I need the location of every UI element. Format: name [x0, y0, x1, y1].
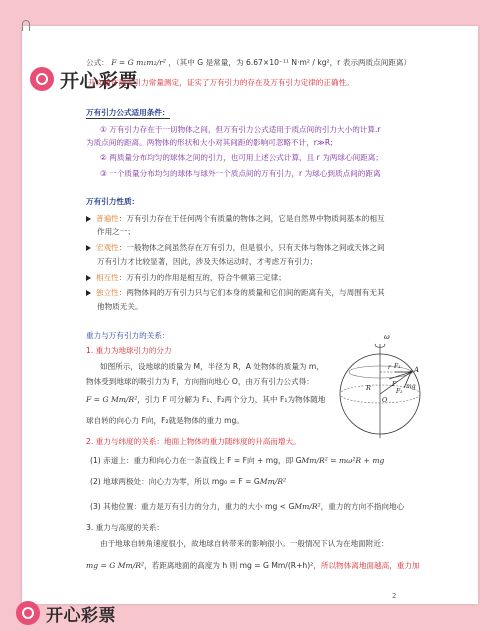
label-O: O — [382, 396, 388, 404]
height-formula-2: ，若距离地面的高度为 h 则 mg = G Mm/(R+h)² — [144, 561, 314, 570]
label-r: r — [388, 364, 391, 371]
latitude-line-2 — [90, 476, 286, 487]
property-cont: 万有引力才比较显著，因此，涉及天体运动时，才考虑万有引力； — [97, 257, 318, 266]
point-A — [410, 371, 413, 374]
brand-logo-bottom — [16, 598, 116, 628]
relation-title: 重力与万有引力的关系： — [86, 331, 170, 340]
gravity-formula: F = G Mm/R² — [86, 395, 138, 404]
binder-ring — [22, 20, 30, 31]
label-F1: F₁ — [394, 363, 401, 370]
conditions-title: 万有引力公式适用条件： — [86, 108, 170, 117]
property-key: 宏观性 — [96, 243, 119, 252]
height-line-1: 由于地球自转角速度很小，故地球自转带来的影响很小。一般情况下认为在地面附近： — [100, 539, 389, 548]
arrow-bullet-icon — [86, 245, 91, 251]
formula-tail: 开文迪许测定引力常量测定，证实了万有引力的存在及万有引力定律的正确性。 — [88, 78, 354, 87]
property-item — [86, 272, 286, 283]
latitude-line-1-text: (1) 赤道上：重力和向心力在一条直线上 F = F向 + mg，即 G — [90, 456, 302, 465]
relation-p4: 球自转的向心力 F向，F₂就是物体的重力 mg。 — [86, 416, 244, 425]
property-cont: 作用之一； — [97, 227, 135, 236]
property-key: 独立性 — [96, 288, 119, 297]
arrow-bullet-icon — [86, 275, 91, 281]
latitude-line-3-text: (3) 其他位置：重力是万有引力的分力，重力的大小 mg < G — [90, 502, 295, 511]
formula-prefix: 公式： — [86, 58, 109, 67]
height-tail: ，所以物体离地面越高，重力加 — [313, 561, 420, 570]
relation-p1: 如图所示，设地球的质量为 M，半径为 R，A 处物体的质量为 m， — [100, 362, 324, 371]
latitude-line-3-formula: Mm/R² — [294, 502, 321, 511]
label-A: A — [414, 366, 420, 374]
relation-p3-text: ，引力 F 可分解为 F₁、F₂两个分力，其中 F₁为物体随地 — [137, 395, 326, 404]
latitude-line-2-formula: Mm/R² — [259, 477, 287, 486]
label-F: F — [392, 381, 397, 388]
property-text: ：两物体间的万有引力只与它们本身的质量和它们间的距离有关，与周围有无其 — [118, 288, 385, 297]
property-item — [86, 242, 385, 253]
height-line-2 — [86, 560, 420, 571]
logo-mark-icon — [30, 67, 54, 91]
arrow-bullet-icon — [86, 216, 91, 222]
label-mg: mg — [406, 383, 416, 390]
latitude-line-2-text: (2) 地球两极处：向心力为零，所以 mg₀ = F = G — [90, 477, 260, 486]
brand-name: 开心彩票 — [60, 69, 139, 92]
formula-line — [86, 57, 411, 68]
property-text: ：万有引力的作用是相互的，符合牛顿第三定律； — [118, 273, 286, 282]
relation-sub1: 1. 重力为地球引力的分力 — [86, 346, 172, 355]
arrow-bullet-icon — [86, 290, 91, 296]
earth-force-diagram — [332, 330, 432, 442]
label-omega: ω — [384, 333, 390, 341]
condition-item: ② 两质量分布均匀的球体之间的引力，也可用上述公式计算，且 r 为两球心间距离； — [100, 153, 383, 162]
relation-sub2: 2. 重力与纬度的关系：地面上物体的重力随纬度的升高而增大。 — [86, 437, 301, 446]
latitude-line-1-formula: Mm/R² = mω²R + mg — [301, 456, 385, 465]
brand-name-bottom: 开心彩票 — [46, 605, 116, 626]
page-number: 2 — [392, 592, 397, 600]
logo-mark-icon — [16, 601, 40, 625]
latitude-line-3 — [90, 501, 404, 512]
property-item — [86, 287, 385, 298]
condition-item: ③ 一个质量分布均匀的球体与球外一个质点间的万有引力，r 为球心到质点间的距离 — [100, 169, 381, 178]
height-formula-1: mg = G Mm/R² — [86, 561, 145, 570]
property-text: ：一般物体之间虽然存在万有引力，但是很小，只有天体与物体之间或天体之间 — [118, 243, 385, 252]
relation-sub3: 3. 重力与高度的关系： — [86, 523, 165, 532]
label-R: R — [366, 384, 371, 392]
latitude-line-1 — [90, 455, 384, 466]
relation-p3 — [86, 394, 325, 405]
condition-item: ① 万有引力存在于一切物体之间，但万有引力公式适用于质点间的引力大小的计算.r — [100, 125, 381, 134]
formula-desc: ，（其中 G 是常量，为 6.67×10⁻¹¹ N·m² / kg²，r 表示两质点间距离） — [168, 58, 412, 67]
property-cont: 他物质无关。 — [97, 302, 143, 311]
relation-p2: 物体受到地球的吸引力为 F，方向指向地心 O，由万有引力公式得： — [86, 377, 314, 386]
property-key: 普遍性 — [96, 214, 119, 223]
condition-item: 为质点间的距离。两物体的形状和大小对其间距的影响可忽略不计，r≫R; — [86, 138, 333, 147]
property-text: ：万有引力存在于任何两个有质量的物体之间，它是自然界中物质间基本的相互 — [118, 214, 385, 223]
force-F-vector — [389, 372, 411, 379]
property-item — [86, 213, 385, 224]
latitude-line-3-tail: ，重力的方向不指向地心 — [320, 502, 405, 511]
formula-expr: F = G m₁m₂/r² — [111, 58, 166, 67]
label-F2: F₂ — [396, 388, 403, 395]
properties-title: 万有引力性质： — [86, 197, 140, 206]
property-key: 相互性 — [96, 273, 119, 282]
